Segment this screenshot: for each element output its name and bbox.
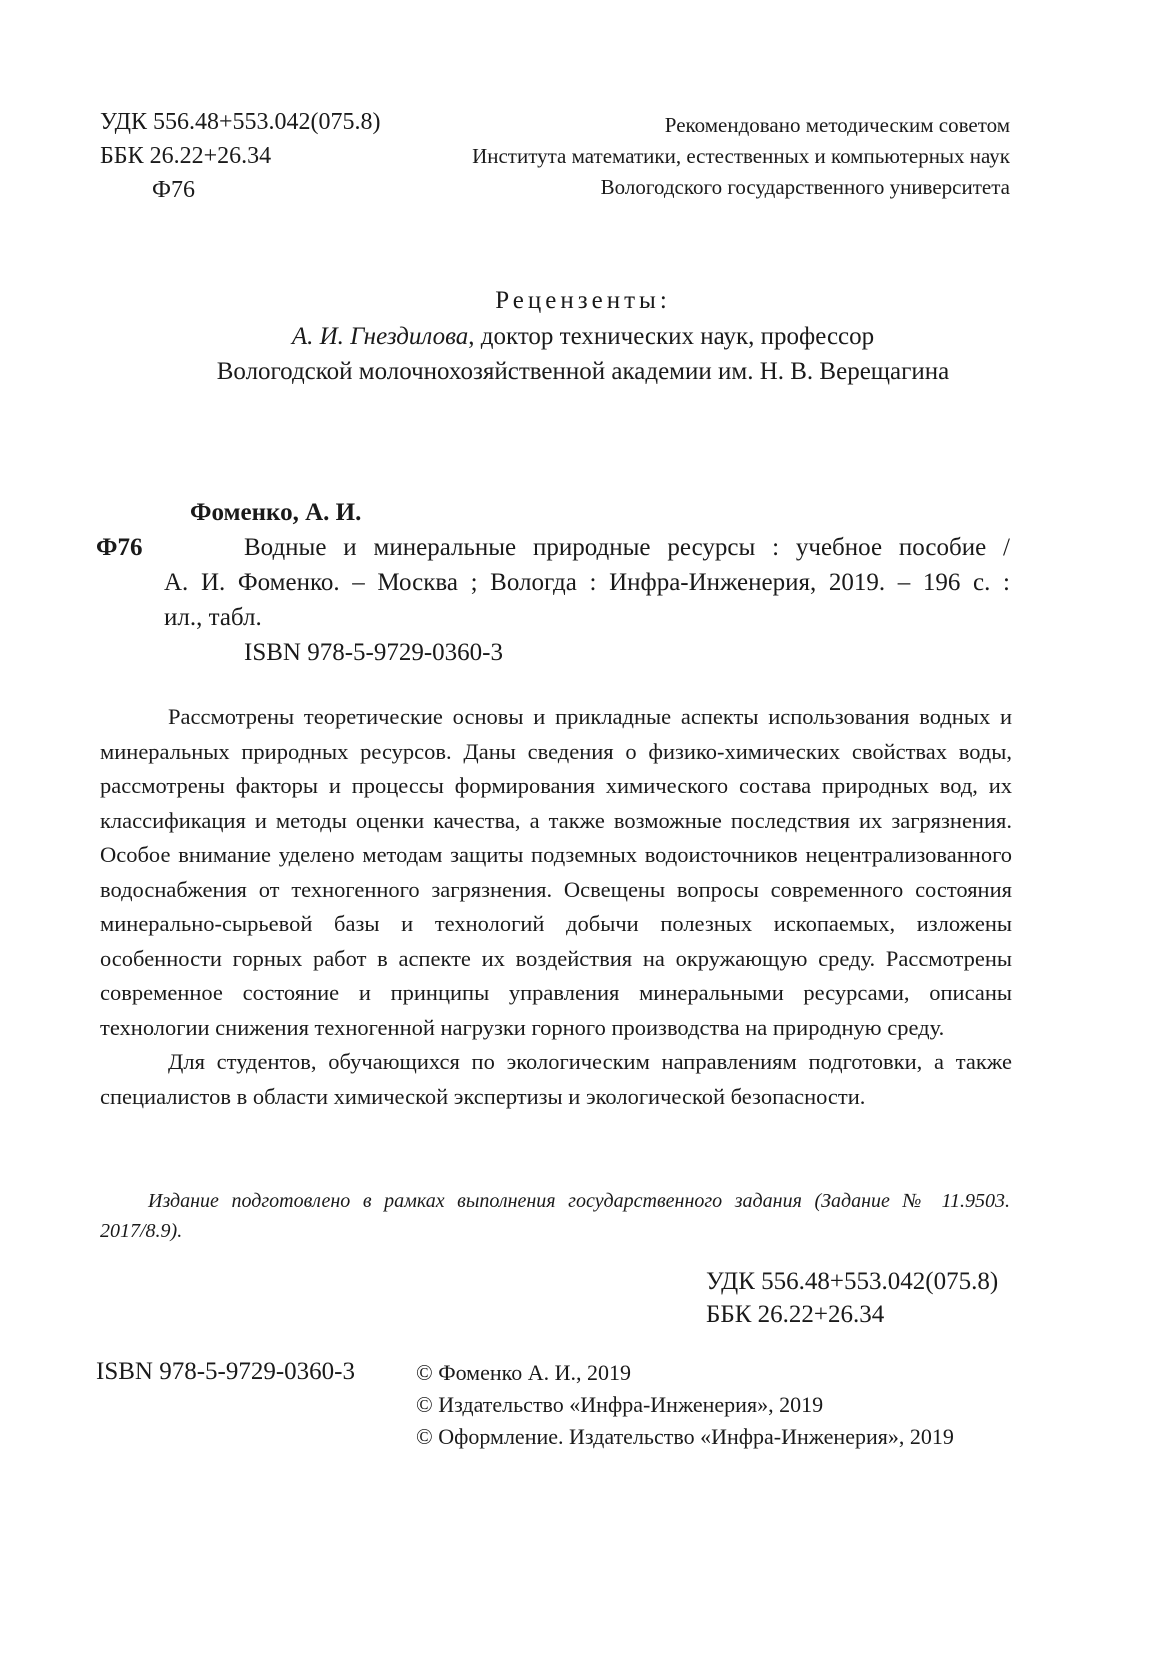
biblio-line-2: А. И. Фоменко. – Москва ; Вологда : Инфра-Инженерия, 2019. – 196 с. : (164, 569, 1010, 596)
biblio-line-3: ил., табл. (164, 604, 262, 631)
reviewer-line (0, 320, 1166, 354)
author-mark: Ф76 (152, 177, 195, 203)
recommended-line-2: Института математики, естественных и компьютерных наук (472, 144, 1010, 168)
biblio-mark: Ф76 (96, 534, 143, 561)
annotation (100, 700, 1012, 1114)
biblio-line-1: Водные и минеральные природные ресурсы : учебное пособие / (244, 534, 1010, 561)
annotation-paragraph-1: Рассмотрены теоретические основы и прикладные аспекты использования водных и минеральных природных ресурсов. Даны сведения о физико-химических свойствах воды, рассмотрены факторы и процессы формирования химического состава природных вод, их классификация и методы оценки качества, а также возможные последствия их загрязнения. Особое внимание уделено методам защиты подземных водоисточников нецентрализованного водоснабжения от техногенного загрязнения. Освещены вопросы современного состояния минерально-сырьевой базы и технологий добычи полезных ископаемых, изложены особенности горных работ в аспекте их воздействия на окружающую среду. Рассмотрены современное состояние и принципы управления минеральными ресурсами, описаны технологии снижения техногенной нагрузки горного производства на природную среду. (100, 704, 1012, 1040)
reviewer-name: А. И. Гнездилова (291, 323, 469, 350)
copyright-publisher: © Издательство «Инфра-Инженерия», 2019 (416, 1392, 824, 1417)
udk-code: УДК 556.48+553.042(075.8) (100, 109, 381, 135)
footer-isbn: ISBN 978-5-9729-0360-3 (96, 1358, 356, 1385)
reviewer-title: , доктор технических наук, профессор (468, 323, 875, 350)
footer-udk: УДК 556.48+553.042(075.8) (706, 1268, 999, 1295)
copyright-design: © Оформление. Издательство «Инфра-Инженерия», 2019 (416, 1424, 954, 1449)
bbk-code: ББК 26.22+26.34 (100, 143, 272, 169)
copyright-author: © Фоменко А. И., 2019 (416, 1360, 631, 1385)
biblio-isbn: ISBN 978-5-9729-0360-3 (244, 639, 504, 666)
reviewer-org: Вологодской молочнохозяйственной академии им. Н. В. Верещагина (216, 358, 950, 385)
biblio-author: Фоменко, А. И. (190, 499, 362, 526)
annotation-paragraph-2: Для студентов, обучающихся по экологическим направлениям подготовки, а также специалистов в области химической экспертизы и экологической безопасности. (100, 1049, 1012, 1109)
recommended-line-3: Вологодского государственного университета (600, 175, 1010, 199)
recommended-line-1: Рекомендовано методическим советом (664, 113, 1010, 137)
funding-note: Издание подготовлено в рамках выполнения государственного задания (Задание № 11.9503. 2017/8.9). (100, 1190, 1010, 1242)
footer-bbk: ББК 26.22+26.34 (706, 1301, 885, 1328)
reviewers-heading: Рецензенты: (495, 287, 671, 314)
